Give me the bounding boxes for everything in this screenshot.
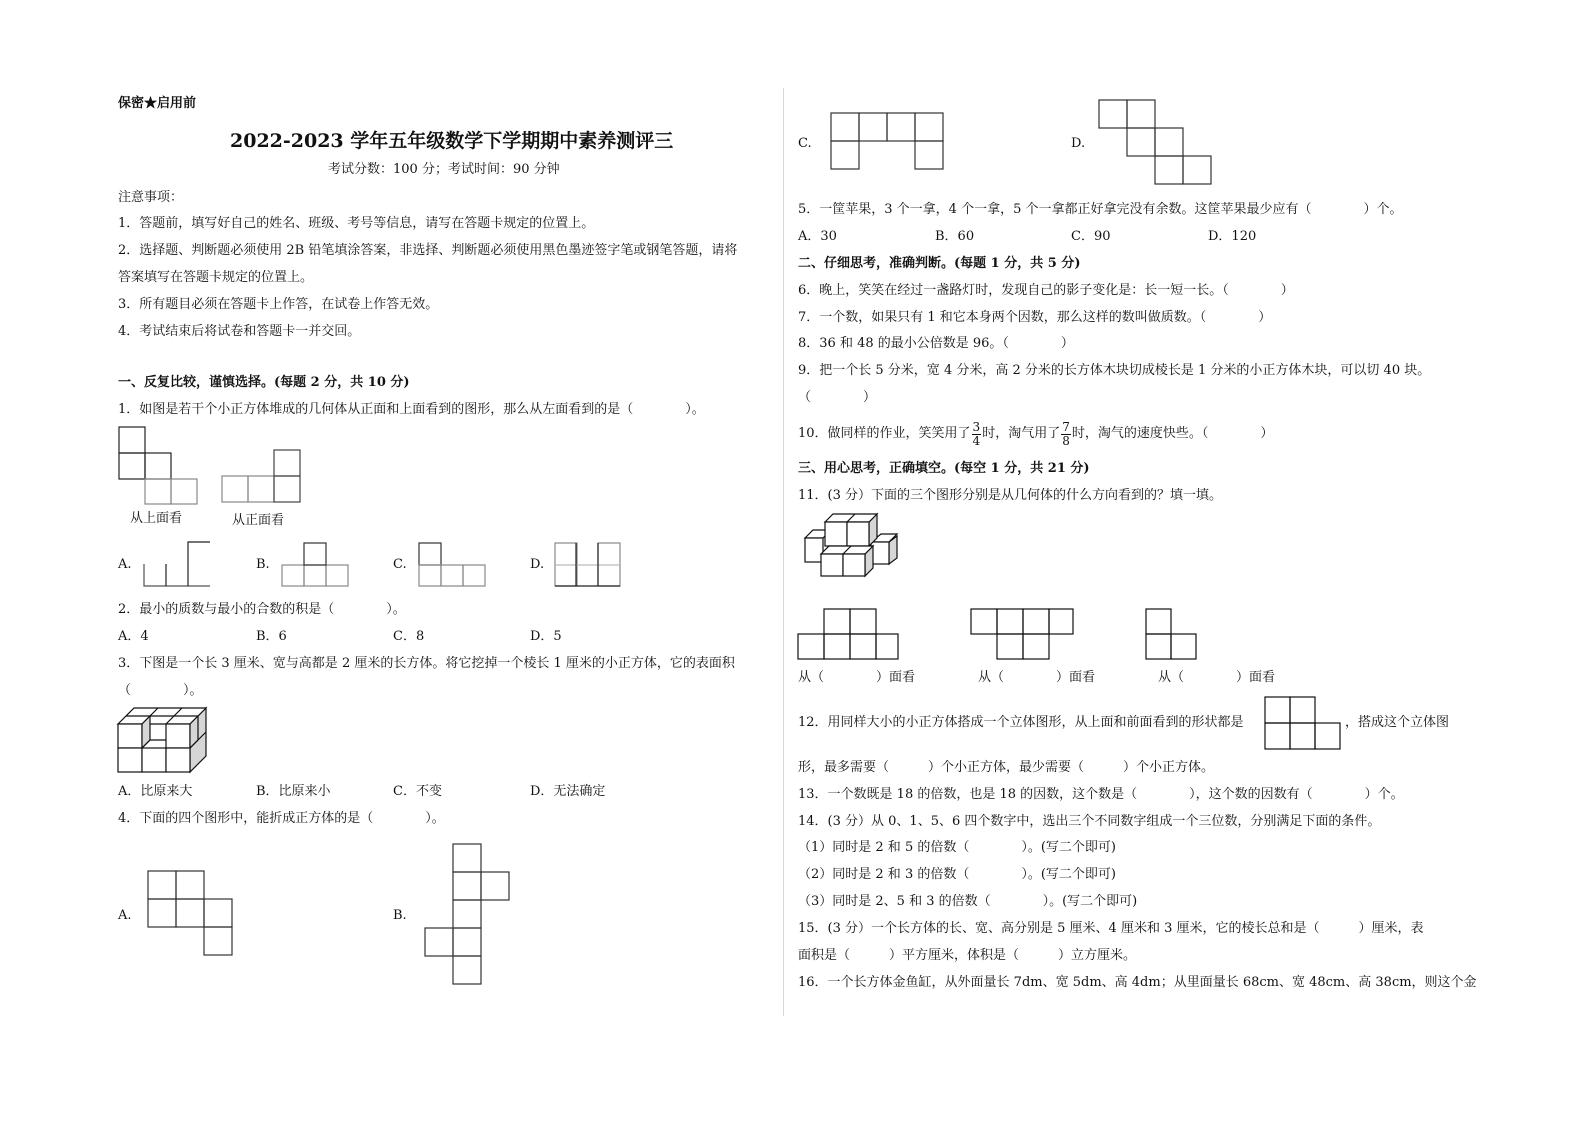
q10-suffix: 时，淘气的速度快些。（ ） [1071, 426, 1274, 441]
section2-heading: 二、仔细思考，准确判断。(每题 1 分，共 5 分) [798, 256, 1081, 271]
q10-fraction-2: $\frac{7}{8}$ [1062, 419, 1070, 448]
q10-fraction-1: $\frac{3}{4}$ [972, 419, 981, 448]
q12-text-cont: 形，最多需要（ ）个小正方体，最少需要（ ）个小正方体。 [798, 760, 1215, 775]
q14-item-2: （2）同时是 2 和 3 的倍数（ ）。(写二个即可) [798, 867, 1116, 882]
q4-option-b-net [425, 844, 515, 989]
q7-text: 7．一个数，如果只有 1 和它本身两个因数，那么这样的数叫做质数。（ ） [798, 310, 1272, 325]
notice-heading: 注意事项： [118, 190, 184, 205]
q14-item-3: （3）同时是 2、5 和 3 的倍数（ ）。(写二个即可) [798, 894, 1138, 909]
q11-view-3-figure [1146, 609, 1200, 661]
q4-option-b-label[interactable]: B. [393, 908, 407, 923]
q2-text: 2．最小的质数与最小的合数的积是（ ）。 [118, 602, 406, 617]
q1-option-c-label[interactable]: C. [393, 557, 407, 572]
q3-text-cont: （ ）。 [118, 683, 203, 698]
q2-option-d[interactable]: D．5 [530, 629, 562, 644]
q8-text: 8．36 和 48 的最小公倍数是 96。（ ） [798, 336, 1074, 351]
q3-option-a[interactable]: A．比原来大 [118, 784, 193, 799]
notice-2: 2．选择题、判断题必须使用 2B 铅笔填涂答案，非选择、判断题必须使用黑色墨迹签字笔或钢笔答题，请将 [118, 243, 738, 258]
q1-option-a-figure [144, 542, 214, 588]
q3-option-b[interactable]: B．比原来小 [256, 784, 331, 799]
q1-top-view-figure [119, 427, 199, 507]
q3-option-c[interactable]: C．不变 [393, 784, 442, 799]
q5-option-c[interactable]: C．90 [1071, 229, 1111, 244]
q11-view-1-label: 从（ ）面看 [798, 670, 916, 685]
q11-solid-figure [805, 514, 915, 578]
q1-front-view-label: 从正面看 [232, 513, 285, 528]
q4-option-c-label[interactable]: C. [798, 136, 812, 151]
q4-option-a-label[interactable]: A. [118, 908, 132, 923]
q4-text: 4．下面的四个图形中，能折成正方体的是（ ）。 [118, 811, 445, 826]
q14-text: 14．(3 分）从 0、1、5、6 四个数字中，选出三个不同数字组成一个三位数，分别满足下面的条件。 [798, 814, 1381, 829]
page-title: 2022-2023 学年五年级数学下学期期中素养测评三 [230, 130, 674, 152]
q4-option-d-label[interactable]: D. [1071, 136, 1086, 151]
exam-info: 考试分数：100 分；考试时间：90 分钟 [328, 162, 560, 177]
notice-2-cont: 答案填写在答题卡规定的位置上。 [118, 270, 314, 285]
q1-front-view-figure [222, 450, 302, 506]
q9-text-cont: （ ） [798, 390, 877, 405]
q15-text-cont: 面积是（ ）平方厘米，体积是（ ）立方厘米。 [798, 948, 1137, 963]
q1-option-c-figure [419, 543, 489, 588]
q16-text: 16．一个长方体金鱼缸，从外面量长 7dm、宽 5dm、高 4dm；从里面量长 68cm、宽 48cm、高 38cm，则这个金 [798, 975, 1477, 990]
section1-heading: 一、反复比较，谨慎选择。(每题 2 分，共 10 分) [118, 375, 410, 390]
q15-text: 15．(3 分）一个长方体的长、宽、高分别是 5 厘米、4 厘米和 3 厘米，它的棱长总和是（ ）厘米，表 [798, 921, 1424, 936]
q1-option-b-figure [282, 543, 352, 588]
q14-item-1: （1）同时是 2 和 5 的倍数（ ）。(写二个即可) [798, 840, 1116, 855]
q13-text: 13．一个数既是 18 的倍数，也是 18 的因数，这个数是（ ），这个数的因数有（ ）个。 [798, 787, 1404, 802]
notice-1: 1．答题前，填写好自己的姓名、班级、考号等信息，请写在答题卡规定的位置上。 [118, 216, 595, 231]
q11-view-2-label: 从（ ）面看 [978, 670, 1096, 685]
q1-option-d-figure [555, 543, 625, 588]
q2-option-c[interactable]: C．8 [393, 629, 425, 644]
q4-option-a-net [148, 871, 238, 961]
q11-view-1-figure [798, 609, 902, 661]
q5-option-a[interactable]: A．30 [798, 229, 837, 244]
q4-option-c-net [831, 113, 951, 173]
q11-text: 11．(3 分）下面的三个图形分别是从几何体的什么方向看到的？填一填。 [798, 488, 1223, 503]
q12-text-after: ，搭成这个立体图 [1345, 715, 1450, 730]
q1-text: 1．如图是若干个小正方体堆成的几何体从正面和上面看到的图形，那么从左面看到的是（ ）。 [118, 402, 705, 417]
q1-option-b-label[interactable]: B. [256, 557, 270, 572]
q2-option-a[interactable]: A．4 [118, 629, 149, 644]
q1-option-a-label[interactable]: A. [118, 557, 132, 572]
q10-text [798, 414, 1273, 454]
section3-heading: 三、用心思考，正确填空。(每空 1 分，共 21 分) [798, 461, 1090, 476]
column-divider [783, 88, 784, 1016]
q10-mid: 时，淘气用了 [982, 426, 1061, 441]
q3-text: 3．下图是一个长 3 厘米、宽与高都是 2 厘米的长方体。将它挖掉一个棱长 1 厘米的小正方体，它的表面积 [118, 656, 735, 671]
q3-cuboid-figure [118, 708, 210, 774]
q10-prefix: 10．做同样的作业，笑笑用了 [798, 426, 971, 441]
q1-option-d-label[interactable]: D. [530, 557, 545, 572]
q5-option-b[interactable]: B．60 [935, 229, 975, 244]
q5-option-d[interactable]: D．120 [1208, 229, 1257, 244]
q4-option-d-net [1099, 100, 1219, 190]
q11-view-2-figure [971, 609, 1077, 661]
q6-text: 6．晚上，笑笑在经过一盏路灯时，发现自己的影子变化是：长一短一长。（ ） [798, 283, 1294, 298]
confidential-label: 保密★启用前 [118, 96, 197, 111]
q9-text: 9．把一个长 5 分米，宽 4 分米，高 2 分米的长方体木块切成棱长是 1 分米的小正方体木块，可以切 40 块。 [798, 363, 1431, 378]
q2-option-b[interactable]: B．6 [256, 629, 287, 644]
q12-shape-figure [1265, 697, 1345, 751]
q5-text: 5．一筐苹果，3 个一拿，4 个一拿，5 个一拿都正好拿完没有余数。这筐苹果最少应有（ ）个。 [798, 202, 1403, 217]
q3-option-d[interactable]: D．无法确定 [530, 784, 606, 799]
notice-3: 3．所有题目必须在答题卡上作答，在试卷上作答无效。 [118, 297, 439, 312]
notice-4: 4．考试结束后将试卷和答题卡一并交回。 [118, 324, 361, 339]
q12-text: 12．用同样大小的小正方体搭成一个立体图形，从上面和前面看到的形状都是 [798, 715, 1244, 730]
q11-view-3-label: 从（ ）面看 [1158, 670, 1276, 685]
q1-top-view-label: 从上面看 [130, 511, 183, 526]
